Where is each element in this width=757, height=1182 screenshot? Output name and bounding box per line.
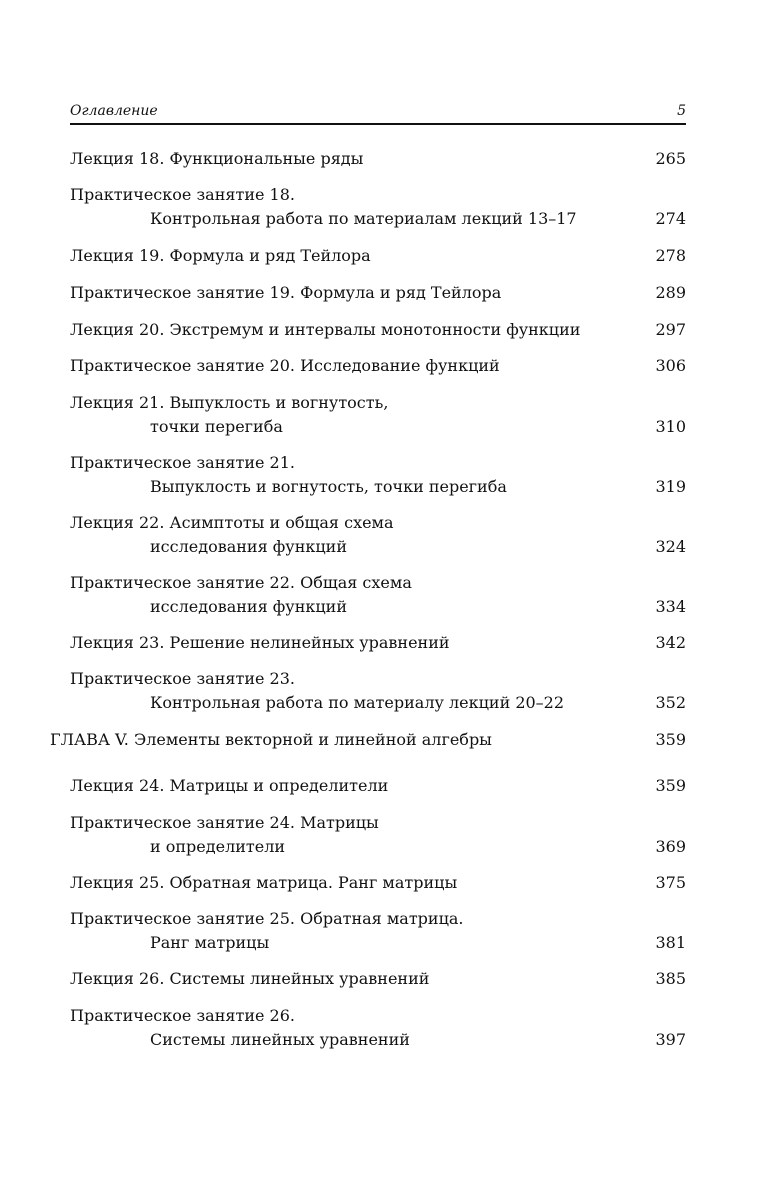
- toc-entry-practice-19[interactable]: [70, 281, 686, 305]
- toc-entry-page: 297: [655, 320, 686, 339]
- toc-entry-subtitle: Контрольная работа по материалу лекций 20–22: [150, 693, 565, 712]
- toc-entry-subtitle: Выпуклость и вогнутость, точки перегиба: [150, 477, 507, 496]
- toc-entry-page: 310: [655, 417, 686, 436]
- toc-entry-title: Практическое занятие 18.: [70, 185, 295, 204]
- toc-entry-title: Практическое занятие 24. Матрицы: [70, 813, 379, 832]
- toc-entry-page: 265: [655, 149, 686, 168]
- toc-entry-title: Практическое занятие 19. Формула и ряд Тейлора: [70, 283, 502, 302]
- toc-entry-title: Практическое занятие 21.: [70, 453, 295, 472]
- toc-entry-title: Лекция 25. Обратная матрица. Ранг матрицы: [70, 873, 458, 892]
- toc-entry-title: Лекция 26. Системы линейных уравнений: [70, 969, 430, 988]
- toc-entry-lecture-18[interactable]: [70, 147, 686, 171]
- toc-entry-title: Лекция 19. Формула и ряд Тейлора: [70, 246, 371, 265]
- toc-entry-practice-21[interactable]: [70, 451, 686, 499]
- page-number: 5: [677, 103, 686, 119]
- toc-entry-title: Практическое занятие 25. Обратная матрица.: [70, 909, 464, 928]
- toc-entry-lecture-26[interactable]: [70, 967, 686, 991]
- toc-entry-title: Практическое занятие 20. Исследование функций: [70, 356, 500, 375]
- toc-entry-subtitle: Контрольная работа по материалам лекций 13–17: [150, 209, 577, 228]
- toc-entry-subtitle: Ранг матрицы: [150, 933, 270, 952]
- toc-entry-lecture-21[interactable]: [70, 391, 686, 439]
- running-header-title: Оглавление: [70, 103, 158, 119]
- toc-entry-title: Практическое занятие 23.: [70, 669, 295, 688]
- running-header: [70, 103, 686, 125]
- toc-entry-lecture-22[interactable]: [70, 511, 686, 559]
- toc-entry-title: ГЛАВА V. Элементы векторной и линейной алгебры: [50, 730, 492, 749]
- toc-entry-subtitle: исследования функций: [150, 537, 347, 556]
- toc-entry-subtitle: Системы линейных уравнений: [150, 1030, 410, 1049]
- toc-entry-title: Практическое занятие 22. Общая схема: [70, 573, 412, 592]
- toc-entry-lecture-19[interactable]: [70, 244, 686, 268]
- toc-entry-page: 319: [655, 477, 686, 496]
- toc-entry-title: Лекция 18. Функциональные ряды: [70, 149, 364, 168]
- toc-entry-practice-22[interactable]: [70, 571, 686, 619]
- toc-entry-page: 289: [655, 283, 686, 302]
- toc-entry-page: 369: [655, 837, 686, 856]
- toc-entry-page: 342: [655, 633, 686, 652]
- toc-entry-practice-23[interactable]: [70, 667, 686, 715]
- toc-entry-subtitle: исследования функций: [150, 597, 347, 616]
- toc-entry-title: Лекция 23. Решение нелинейных уравнений: [70, 633, 450, 652]
- toc-entry-page: 334: [655, 597, 686, 616]
- toc-entry-title: Лекция 22. Асимптоты и общая схема: [70, 513, 394, 532]
- toc-entry-page: 359: [655, 776, 686, 795]
- toc-entry-page: 278: [655, 246, 686, 265]
- toc-entry-title: Лекция 24. Матрицы и определители: [70, 776, 389, 795]
- toc-entry-page: 274: [655, 209, 686, 228]
- toc-entry-page: 359: [655, 730, 686, 749]
- toc-entry-lecture-20[interactable]: [70, 318, 686, 342]
- toc-entry-page: 397: [655, 1030, 686, 1049]
- toc-entry-lecture-23[interactable]: [70, 631, 686, 655]
- toc-entry-page: 375: [655, 873, 686, 892]
- toc-entry-practice-24[interactable]: [70, 811, 686, 859]
- toc-entry-practice-18[interactable]: [70, 183, 686, 231]
- toc-entry-lecture-25[interactable]: [70, 871, 686, 895]
- toc-entry-practice-20[interactable]: [70, 354, 686, 378]
- toc-entry-page: 352: [655, 693, 686, 712]
- toc-entry-subtitle: точки перегиба: [150, 417, 283, 436]
- toc-entry-page: 385: [655, 969, 686, 988]
- toc-entry-title: Лекция 20. Экстремум и интервалы монотонности функции: [70, 320, 581, 339]
- toc-entry-lecture-24[interactable]: [70, 774, 686, 798]
- toc-entry-chapter-5[interactable]: [50, 728, 686, 752]
- toc-entry-practice-26[interactable]: [70, 1004, 686, 1052]
- toc-entry-title: Лекция 21. Выпуклость и вогнутость,: [70, 393, 389, 412]
- toc-entry-page: 324: [655, 537, 686, 556]
- toc-entry-subtitle: и определители: [150, 837, 286, 856]
- toc-entry-practice-25[interactable]: [70, 907, 686, 955]
- toc-entry-page: 306: [655, 356, 686, 375]
- toc-entry-title: Практическое занятие 26.: [70, 1006, 295, 1025]
- toc-entry-page: 381: [655, 933, 686, 952]
